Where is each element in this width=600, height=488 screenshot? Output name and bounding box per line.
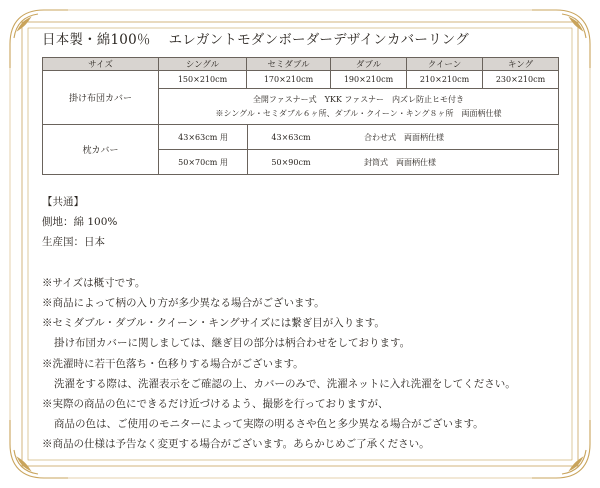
pillow-size-1: 43×63cm 用 <box>159 125 248 149</box>
pillow-dims-1: 43×63cm <box>271 132 311 142</box>
pillow-label: 枕カバー <box>43 125 159 175</box>
note-item: 洗濯をする際は、洗濯表示をご確認の上、カバーのみで、洗濯ネットに入れ洗濯をしてください。 <box>54 377 516 390</box>
note-item: 商品の色は、ご使用のモニターによって実際の明るさや色と多少異なる場合がございます。 <box>54 418 484 431</box>
pillow-spec-2: 封筒式 両面柄仕様 <box>364 157 436 167</box>
common-heading: 【共通】 <box>42 196 84 208</box>
pillow-size-2: 50×70cm 用 <box>159 150 248 174</box>
common-origin: 生産国：日本 <box>42 236 105 249</box>
pillow-row-1 <box>159 125 559 150</box>
comforter-size-king: 230×210cm <box>483 71 559 89</box>
header-semidouble: セミダブル <box>247 58 331 71</box>
table-header-row <box>43 58 559 71</box>
common-fabric: 側地：綿 100% <box>42 216 118 229</box>
note-item: ※商品によって柄の入り方が多少異なる場合がございます。 <box>42 296 325 309</box>
title-sub: エレガントモダンボーダーデザインカバーリング <box>168 32 469 48</box>
note-item: ※サイズは概寸です。 <box>42 276 146 289</box>
header-size: サイズ <box>43 58 159 71</box>
table-row <box>43 71 559 89</box>
notes-block <box>42 192 516 454</box>
comforter-size-queen: 210×210cm <box>407 71 483 89</box>
size-spec-table <box>42 57 559 175</box>
comforter-size-semidouble: 170×210cm <box>247 71 331 89</box>
pillow-dims-2: 50×90cm <box>271 157 311 167</box>
header-double: ダブル <box>331 58 407 71</box>
comforter-size-double: 190×210cm <box>331 71 407 89</box>
note-item: ※実際の商品の色にできるだけ近づけるよう、撮影を行っておりますが、 <box>42 397 389 410</box>
page-title <box>42 28 469 48</box>
header-single: シングル <box>159 58 247 71</box>
pillow-spec-1: 合わせ式 両面柄仕様 <box>364 132 444 142</box>
header-queen: クイーン <box>407 58 483 71</box>
table-row <box>43 125 559 150</box>
note-item: ※商品の仕様は予告なく変更する場合がございます。あらかじめご了承ください。 <box>42 438 430 451</box>
title-main: 日本製・綿100％ <box>42 32 151 48</box>
pillow-row-2 <box>159 150 559 175</box>
spacer <box>42 253 516 273</box>
comforter-note-1: 全開ファスナー式 YKK ファスナー 内ズレ防止ヒモ付き <box>252 94 465 104</box>
note-item: ※洗濯時に若干色落ち・色移りする場合がございます。 <box>42 357 304 370</box>
comforter-note-2: ※シングル・セミダブル６ヶ所、ダブル・クイーン・キング８ヶ所 両面柄仕様 <box>215 108 502 118</box>
comforter-size-single: 150×210cm <box>159 71 247 89</box>
note-item: 掛け布団カバーに関しましては、継ぎ目の部分は柄合わせをしております。 <box>54 337 411 350</box>
comforter-spec <box>159 89 559 125</box>
comforter-label: 掛け布団カバー <box>43 71 159 125</box>
header-king: キング <box>483 58 559 71</box>
note-item: ※セミダブル・ダブル・クイーン・キングサイズには繋ぎ目が入ります。 <box>42 317 385 330</box>
